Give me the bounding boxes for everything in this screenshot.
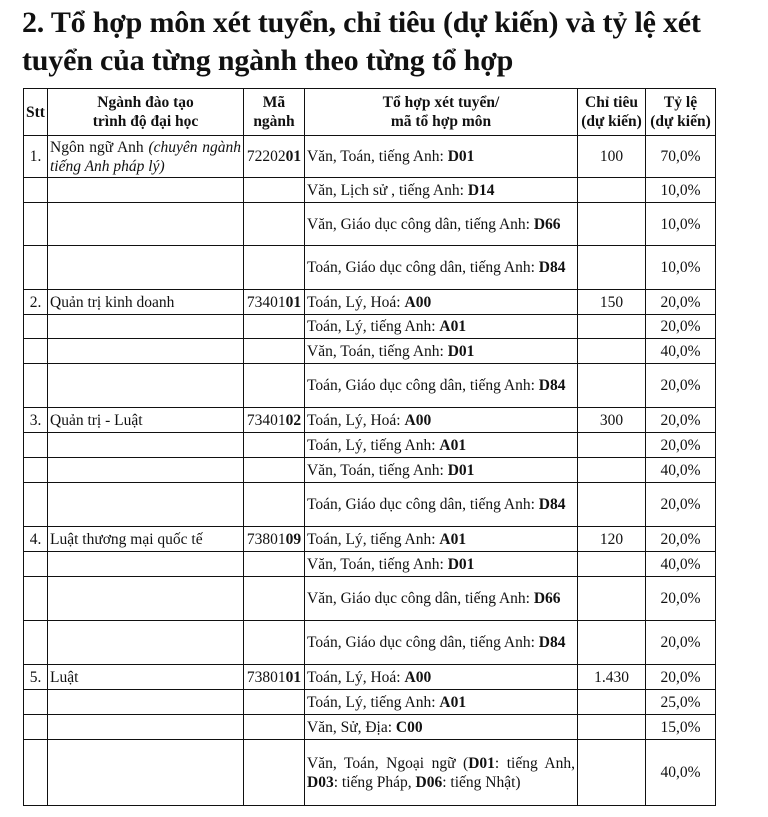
cell-major-code (244, 458, 305, 483)
cell-rate: 20,0% (646, 408, 716, 433)
cell-major (48, 740, 244, 806)
table-row (24, 621, 716, 665)
cell-rate: 20,0% (646, 621, 716, 665)
combo-text: Toán, Lý, tiếng Anh: (307, 530, 440, 548)
combo-code: D06 (415, 773, 443, 791)
cell-combo (305, 136, 578, 178)
cell-major (48, 458, 244, 483)
combo-text: Toán, Lý, tiếng Anh: (307, 693, 440, 711)
cell-stt (24, 339, 48, 364)
cell-major-code (244, 665, 305, 690)
section-title: 2. Tổ hợp môn xét tuyển, chỉ tiêu (dự kiến) và tỷ lệ xét tuyển của từng ngành theo từng tổ hợp (22, 6, 701, 77)
table-row (24, 339, 716, 364)
cell-rate: 15,0% (646, 715, 716, 740)
combo-code: A01 (439, 436, 467, 454)
cell-rate: 20,0% (646, 290, 716, 315)
combo-text: Văn, Toán, tiếng Anh: (307, 342, 448, 360)
cell-major (48, 290, 244, 315)
cell-rate: 10,0% (646, 246, 716, 290)
cell-quota (578, 715, 646, 740)
cell-major-code (244, 483, 305, 527)
combo-code: A00 (404, 668, 432, 686)
cell-major-code (244, 339, 305, 364)
cell-rate: 10,0% (646, 203, 716, 246)
cell-rate: 20,0% (646, 433, 716, 458)
cell-major (48, 715, 244, 740)
code-suffix: 01 (285, 293, 302, 311)
cell-major (48, 315, 244, 339)
cell-quota (578, 458, 646, 483)
cell-major-code (244, 178, 305, 203)
cell-stt (24, 178, 48, 203)
cell-quota (578, 203, 646, 246)
cell-stt (24, 483, 48, 527)
cell-rate: 10,0% (646, 178, 716, 203)
cell-major-code (244, 577, 305, 621)
cell-stt: 4. (24, 527, 48, 552)
cell-rate: 20,0% (646, 527, 716, 552)
header-rate: Tỷ lệ (dự kiến) (646, 89, 716, 136)
cell-combo (305, 458, 578, 483)
cell-combo (305, 364, 578, 408)
cell-combo (305, 315, 578, 339)
combo-text: Văn, Lịch sử , tiếng Anh: (307, 181, 468, 199)
table-row (24, 315, 716, 339)
cell-combo (305, 178, 578, 203)
header-code: Mã ngành (244, 89, 305, 136)
cell-rate: 40,0% (646, 552, 716, 577)
combo-code: D14 (467, 181, 495, 199)
combo-text: : tiếng Anh, (494, 754, 575, 772)
table-body (24, 136, 716, 806)
combo-code: A00 (404, 411, 432, 429)
cell-combo (305, 621, 578, 665)
cell-major (48, 364, 244, 408)
combo-text: Toán, Giáo dục công dân, tiếng Anh: (307, 259, 539, 276)
table-row (24, 246, 716, 290)
cell-quota (578, 364, 646, 408)
code-suffix: 01 (285, 668, 302, 686)
cell-rate: 40,0% (646, 740, 716, 806)
combo-text: Văn, Toán, Ngoại ngữ ( (307, 754, 469, 772)
cell-combo (305, 339, 578, 364)
cell-major-code (244, 552, 305, 577)
cell-major-code (244, 290, 305, 315)
cell-major-code (244, 740, 305, 806)
cell-rate: 20,0% (646, 364, 716, 408)
cell-quota (578, 690, 646, 715)
cell-stt (24, 552, 48, 577)
cell-major (48, 203, 244, 246)
cell-major (48, 527, 244, 552)
table-row (24, 552, 716, 577)
cell-combo (305, 690, 578, 715)
combo-code: A01 (439, 530, 467, 548)
cell-rate: 25,0% (646, 690, 716, 715)
cell-combo (305, 408, 578, 433)
cell-stt (24, 577, 48, 621)
combo-text: Toán, Giáo dục công dân, tiếng Anh: (307, 377, 539, 394)
combo-text: Văn, Toán, tiếng Anh: (307, 555, 448, 573)
header-combo: Tổ hợp xét tuyển/ mã tổ hợp môn (305, 89, 578, 136)
cell-major-code (244, 527, 305, 552)
table-row (24, 527, 716, 552)
table-row (24, 740, 716, 806)
table-row (24, 483, 716, 527)
cell-quota (578, 178, 646, 203)
admission-table (23, 88, 716, 806)
cell-combo (305, 665, 578, 690)
combo-text: Văn, Sử, Địa: (307, 718, 396, 736)
cell-quota: 100 (578, 136, 646, 178)
table-row (24, 577, 716, 621)
cell-rate: 20,0% (646, 483, 716, 527)
table-row (24, 178, 716, 203)
code-prefix: 73801 (246, 530, 286, 548)
cell-stt (24, 690, 48, 715)
cell-major-code (244, 690, 305, 715)
cell-combo (305, 527, 578, 552)
table-row (24, 136, 716, 178)
code-prefix: 73801 (246, 668, 286, 686)
cell-stt (24, 246, 48, 290)
cell-rate: 20,0% (646, 577, 716, 621)
cell-major-code (244, 315, 305, 339)
cell-combo (305, 433, 578, 458)
combo-code: D01 (447, 148, 475, 165)
combo-text: Toán, Lý, tiếng Anh: (307, 318, 440, 335)
cell-major (48, 621, 244, 665)
header-row (24, 89, 716, 136)
cell-rate: 70,0% (646, 136, 716, 178)
cell-quota (578, 339, 646, 364)
combo-code: A00 (404, 293, 432, 311)
cell-combo (305, 552, 578, 577)
cell-major-code (244, 715, 305, 740)
cell-combo (305, 483, 578, 527)
cell-major-code (244, 408, 305, 433)
cell-quota (578, 621, 646, 665)
cell-combo (305, 203, 578, 246)
combo-text: Toán, Lý, Hoá: (307, 668, 405, 686)
cell-quota (578, 483, 646, 527)
header-stt: Stt (24, 89, 48, 136)
code-prefix: 72202 (246, 148, 286, 165)
combo-text: Toán, Lý, tiếng Anh: (307, 436, 440, 454)
cell-quota: 120 (578, 527, 646, 552)
cell-stt (24, 458, 48, 483)
cell-stt (24, 203, 48, 246)
combo-code: D66 (533, 215, 561, 233)
cell-combo (305, 577, 578, 621)
combo-text: Toán, Lý, Hoá: (307, 293, 405, 311)
table-row (24, 408, 716, 433)
header-major: Ngành đào tạo trình độ đại học (48, 89, 244, 136)
table-row (24, 458, 716, 483)
code-prefix: 73401 (246, 411, 286, 429)
combo-text: : tiếng Pháp, (333, 773, 416, 791)
cell-stt (24, 364, 48, 408)
cell-stt: 3. (24, 408, 48, 433)
combo-text: Văn, Toán, tiếng Anh: (307, 148, 448, 165)
cell-major (48, 577, 244, 621)
cell-quota: 300 (578, 408, 646, 433)
combo-code: D84 (538, 377, 566, 394)
cell-major-code (244, 246, 305, 290)
major-name: Quản trị - Luật (50, 411, 143, 429)
cell-stt (24, 315, 48, 339)
code-suffix: 01 (285, 148, 302, 165)
cell-quota (578, 552, 646, 577)
combo-code: D01 (468, 754, 495, 772)
cell-major (48, 178, 244, 203)
cell-quota (578, 577, 646, 621)
combo-code: D01 (447, 555, 475, 573)
combo-code: D84 (538, 496, 566, 513)
major-note: (chuyên ngành tiếng Anh pháp lý) (50, 138, 241, 175)
major-name: Luật (50, 668, 79, 686)
major-name: Ngôn ngữ Anh (50, 138, 144, 156)
table-row (24, 290, 716, 315)
cell-major (48, 339, 244, 364)
combo-text: Văn, Toán, tiếng Anh: (307, 461, 448, 479)
code-suffix: 02 (285, 411, 302, 429)
cell-major-code (244, 203, 305, 246)
cell-stt: 1. (24, 136, 48, 178)
code-prefix: 73401 (246, 293, 286, 311)
combo-code: C00 (395, 718, 423, 736)
cell-quota (578, 315, 646, 339)
cell-major (48, 433, 244, 458)
cell-quota (578, 740, 646, 806)
table-row (24, 203, 716, 246)
cell-rate: 20,0% (646, 315, 716, 339)
cell-combo (305, 246, 578, 290)
table-row (24, 715, 716, 740)
combo-text: : tiếng Nhật) (442, 773, 521, 791)
cell-stt: 2. (24, 290, 48, 315)
combo-text: Toán, Giáo dục công dân, tiếng Anh: (307, 634, 539, 651)
cell-major (48, 665, 244, 690)
cell-major (48, 408, 244, 433)
cell-stt (24, 433, 48, 458)
cell-stt (24, 621, 48, 665)
cell-rate: 40,0% (646, 339, 716, 364)
combo-code: A01 (439, 318, 467, 335)
combo-code: D03 (307, 773, 334, 791)
cell-quota (578, 433, 646, 458)
combo-code: D01 (447, 461, 475, 479)
combo-code: D84 (538, 259, 566, 276)
cell-quota (578, 246, 646, 290)
combo-text: Toán, Lý, Hoá: (307, 411, 405, 429)
table-row (24, 364, 716, 408)
header-quota: Chỉ tiêu (dự kiến) (578, 89, 646, 136)
cell-stt (24, 740, 48, 806)
cell-major (48, 552, 244, 577)
combo-code: A01 (439, 693, 467, 711)
cell-major (48, 483, 244, 527)
cell-major-code (244, 364, 305, 408)
cell-major-code (244, 433, 305, 458)
cell-major-code (244, 136, 305, 178)
combo-text: Văn, Giáo dục công dân, tiếng Anh: (307, 215, 534, 233)
cell-combo (305, 715, 578, 740)
cell-combo (305, 740, 578, 806)
cell-rate: 40,0% (646, 458, 716, 483)
major-name: Luật thương mại quốc tế (50, 530, 203, 548)
table-row (24, 433, 716, 458)
combo-text: Văn, Giáo dục công dân, tiếng Anh: (307, 590, 534, 607)
cell-major (48, 690, 244, 715)
cell-quota: 150 (578, 290, 646, 315)
combo-code: D84 (538, 634, 566, 651)
table-row (24, 665, 716, 690)
cell-major (48, 246, 244, 290)
combo-text: Toán, Giáo dục công dân, tiếng Anh: (307, 496, 539, 513)
cell-stt: 5. (24, 665, 48, 690)
combo-code: D01 (447, 342, 475, 360)
combo-code: D66 (533, 590, 561, 607)
cell-major-code (244, 621, 305, 665)
cell-quota: 1.430 (578, 665, 646, 690)
major-name: Quản trị kinh doanh (50, 293, 175, 311)
cell-stt (24, 715, 48, 740)
code-suffix: 09 (285, 530, 302, 548)
table-row (24, 690, 716, 715)
cell-rate: 20,0% (646, 665, 716, 690)
cell-combo (305, 290, 578, 315)
cell-major (48, 136, 244, 178)
